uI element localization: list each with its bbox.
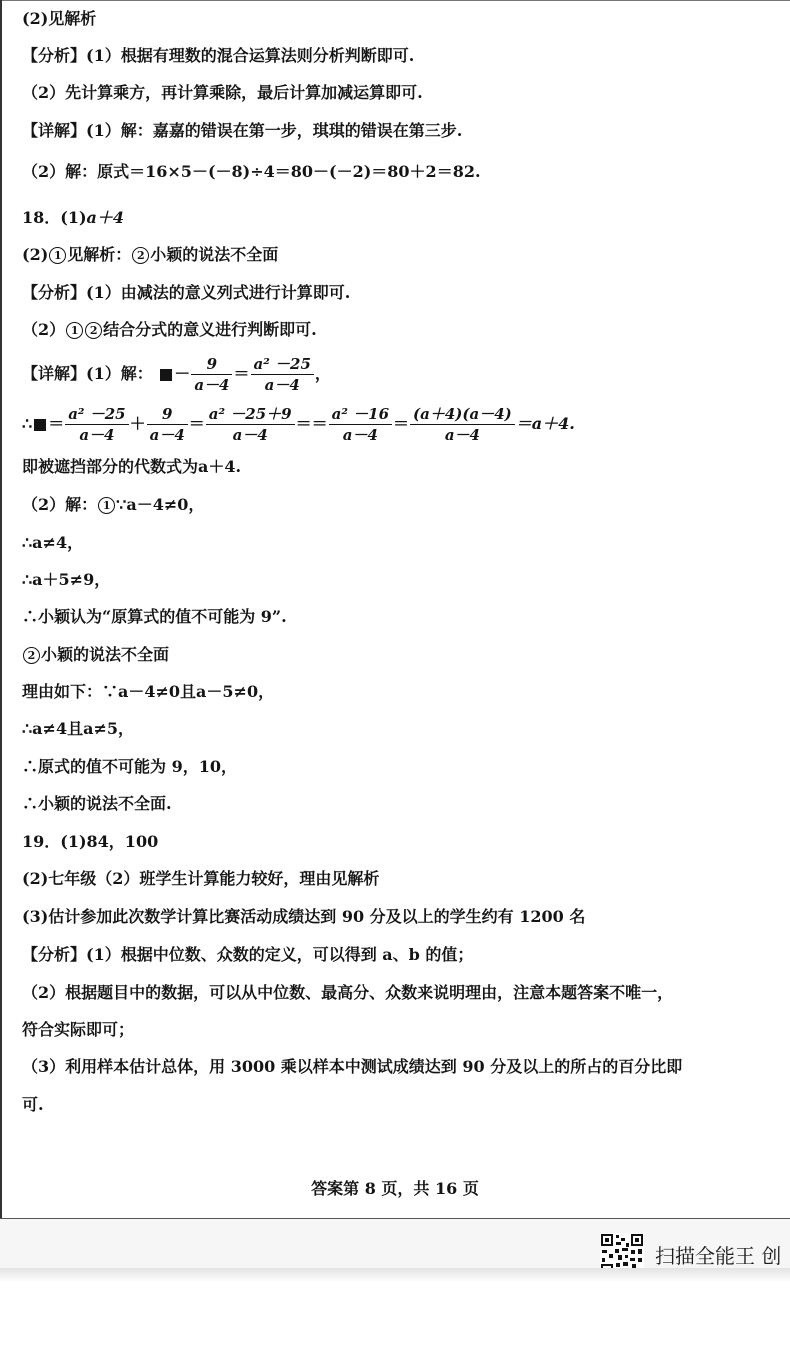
hidden-block	[160, 369, 172, 381]
fraction: $\frac{\text{a² －25＋9}}{a-4}$	[206, 404, 295, 445]
circled-number: 2	[85, 322, 102, 339]
line: （3）利用样本估计总体，用 3000 乘以样本中测试成绩达到 90 分及以上的所占的百分比即	[22, 1057, 683, 1076]
line	[22, 319, 317, 341]
line: （2）解：原式＝16×5－(－8)÷4＝80－(－2)＝80＋2＝82.	[22, 162, 481, 181]
line: ∴小颖的说法不全面.	[22, 794, 172, 813]
question-18-answer	[22, 207, 124, 229]
line: 即被遮挡部分的代数式为a＋4.	[22, 457, 242, 476]
text: ∵a－4≠0，	[116, 495, 205, 514]
line: 理由如下：∵a－4≠0且a－5≠0，	[22, 682, 275, 701]
line: 【分析】(1）根据有理数的混合运算法则分析判断即可.	[22, 46, 415, 65]
math: a＋4	[86, 208, 125, 227]
line: （2）先计算乘方，再计算乘除，最后计算加减运算即可.	[22, 83, 423, 102]
math-line: 【详解】(1）解： － $\frac{9}{a-4}$ ＝ $\frac{\text{a² －25}}{a-4}$ ，	[22, 355, 331, 394]
text: 见解析：	[67, 245, 132, 264]
fraction: $\frac{\text{a² －25}}{a-4}$	[65, 404, 128, 445]
text: 【详解】(1）解：	[22, 364, 153, 383]
fraction: $\frac{\text{a² －16}}{a-4}$	[329, 404, 392, 445]
text: 小颖的说法不全面	[150, 245, 279, 264]
line	[22, 644, 169, 666]
circled-number: 1	[98, 497, 115, 514]
q-number: 18．(1)	[22, 208, 87, 227]
circled-number: 1	[66, 322, 83, 339]
math: ＝a＋4.	[515, 414, 575, 433]
page-number: 答案第 8 页，共 16 页	[311, 1179, 479, 1198]
line: (2)七年级（2）班学生计算能力较好，理由见解析	[22, 869, 380, 888]
line: ∴小颖认为“原算式的值不可能为 9”.	[22, 607, 287, 626]
line: ∴a≠4且a≠5，	[22, 719, 134, 738]
text: 结合分式的意义进行判断即可.	[103, 320, 317, 339]
left-border	[0, 0, 2, 1218]
line: ∴a≠4，	[22, 533, 84, 552]
line: (2)见解析	[22, 9, 97, 28]
text: 小颖的说法不全面	[41, 645, 170, 664]
bottom-shadow	[0, 1268, 790, 1282]
line: 【分析】(1）由减法的意义列式进行计算即可.	[22, 283, 351, 302]
hidden-block	[34, 419, 46, 431]
line: 可.	[22, 1095, 44, 1114]
line: 【详解】(1）解：嘉嘉的错误在第一步，琪琪的错误在第三步.	[22, 121, 463, 140]
line	[22, 494, 204, 516]
line: （2）根据题目中的数据，可以从中位数、最高分、众数来说明理由，注意本题答案不唯一，	[22, 983, 674, 1002]
circled-number: 2	[132, 247, 149, 264]
line: ∴原式的值不可能为 9，10，	[22, 757, 237, 776]
line	[22, 244, 278, 266]
fraction: $\frac{\text{a² －25}}{a-4}$	[251, 354, 314, 395]
circled-number: 1	[49, 247, 66, 264]
fraction: $\frac{9}{a-4}$	[191, 354, 232, 395]
line: 【分析】(1）根据中位数、众数的定义，可以得到 a、b 的值；	[22, 945, 474, 964]
line: 符合实际即可；	[22, 1020, 135, 1039]
circled-number: 2	[23, 647, 40, 664]
math-line: ∴ ＝ $\frac{\text{a² －25}}{a-4}$ ＋ $\frac{9}{a-4}$ ＝ $\frac{\text{a² －25＋9}}{a-4}$ ＝＝ $\frac{\text{a² －16}}{a-4}$ ＝ $\frac{(a+4)(a-4)}{a-4}$ ＝a＋4.	[22, 405, 575, 444]
text: (2)	[22, 245, 49, 264]
question-19-answer: 19．(1)84，100	[22, 832, 159, 851]
text: （2）解：	[22, 495, 98, 514]
fraction: $\frac{9}{a-4}$	[147, 404, 188, 445]
text: （2）	[22, 320, 66, 339]
top-border	[0, 0, 790, 1]
line: ∴a＋5≠9，	[22, 570, 111, 589]
scanner-brand: 扫描全能王 创	[655, 1244, 782, 1268]
line: (3)估计参加此次数学计算比赛活动成绩达到 90 分及以上的学生约有 1200 名	[22, 907, 586, 926]
fraction: $\frac{(a+4)(a-4)}{a-4}$	[410, 404, 515, 445]
